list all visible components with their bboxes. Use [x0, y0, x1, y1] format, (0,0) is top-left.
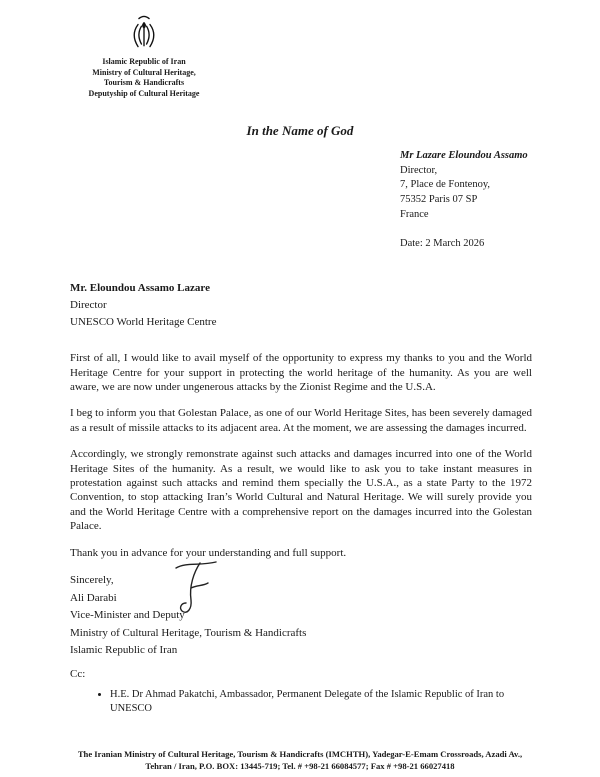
signer-ministry: Ministry of Cultural Heritage, Tourism & Handicrafts [70, 626, 307, 639]
letterhead-line: Tourism & Handicrafts [103, 78, 185, 88]
body-paragraph: I beg to inform you that Golestan Palace, as one of our World Heritage Sites, has been severely damaged as a result of missile attacks to its adjacent area. At the moment, we are assessing the damages incurred. [70, 407, 532, 434]
signer-name: Ali Darabi [70, 591, 117, 604]
invocation-title: In the Name of God [246, 123, 354, 138]
footer-line: The Iranian Ministry of Cultural Heritage, Tourism & Handicrafts (IMCHTH), Yadegar-E-Emam Crossroads, Azadi Av., [77, 749, 523, 759]
letterhead-line: Islamic Republic of Iran [102, 57, 186, 66]
addressee-line: Director [70, 299, 107, 312]
addressee-line: UNESCO World Heritage Centre [70, 316, 217, 329]
cc-list [70, 688, 532, 717]
body-paragraph: Accordingly, we strongly remonstrate against such attacks and damages incurred into one of the World Heritage Sites of the humanity. As a result, we would like to ask you to take instant measures in protestation against such attacks and remind them specially the U.S.A., as a state Party to the 1972 Convention, to stop attacking Iran’s World Cultural and Natural Heritage. We will surely provide you and the World Heritage Centre with a comprehensive report on the damages incurred into the Golestan Palace. [70, 448, 532, 533]
cc-block [70, 666, 532, 717]
cc-item: • H.E. Dr Ahmad Pakatchi, Ambassador, Permanent Delegate of the Islamic Republic of Iran to UNESCO [110, 688, 532, 717]
body-paragraph: First of all, I would like to avail myself of the opportunity to express my thanks to you and the World Heritage Centre for your support in protecting the world heritage of the humanity. As you are well aware, we are now under ungenerous attacks by the Zionist Regime and the U.S.A. [70, 352, 532, 393]
signer-country: Islamic Republic of Iran [70, 644, 178, 657]
letter-content [70, 280, 532, 717]
cc-label: Cc: [70, 667, 86, 680]
iran-emblem-icon [127, 12, 161, 54]
addressee-block [70, 280, 532, 331]
closing-block [70, 572, 532, 660]
recipient-address-block [400, 149, 575, 252]
letterhead [64, 12, 224, 99]
addressee-name: Mr. Eloundou Assamo Lazare [70, 282, 210, 294]
letter-date: Date: 2 March 2026 [400, 238, 485, 250]
letterhead-line: Deputyship of Cultural Heritage [88, 88, 200, 98]
recipient-address-line: Director, [400, 164, 438, 176]
footer [0, 748, 600, 773]
body-paragraph: Thank you in advance for your understanding and full support. [70, 546, 347, 559]
footer-line: Tehran / Iran, P.O. BOX: 13445-719; Tel. # +98-21 66084577; Fax # +98-21 66027418 [145, 761, 455, 772]
letter-body [70, 351, 532, 560]
recipient-name: Mr Lazare Eloundou Assamo [400, 150, 528, 161]
recipient-address-line: France [400, 208, 429, 220]
letterhead-line: Ministry of Cultural Heritage, [92, 67, 196, 77]
signer-title: Vice-Minister and Deputy [70, 609, 185, 622]
recipient-address-line: 75352 Paris 07 SP [400, 194, 478, 206]
recipient-address-line: 7, Place de Fontenoy, [400, 179, 491, 191]
closing-line: Sincerely, [70, 574, 114, 587]
